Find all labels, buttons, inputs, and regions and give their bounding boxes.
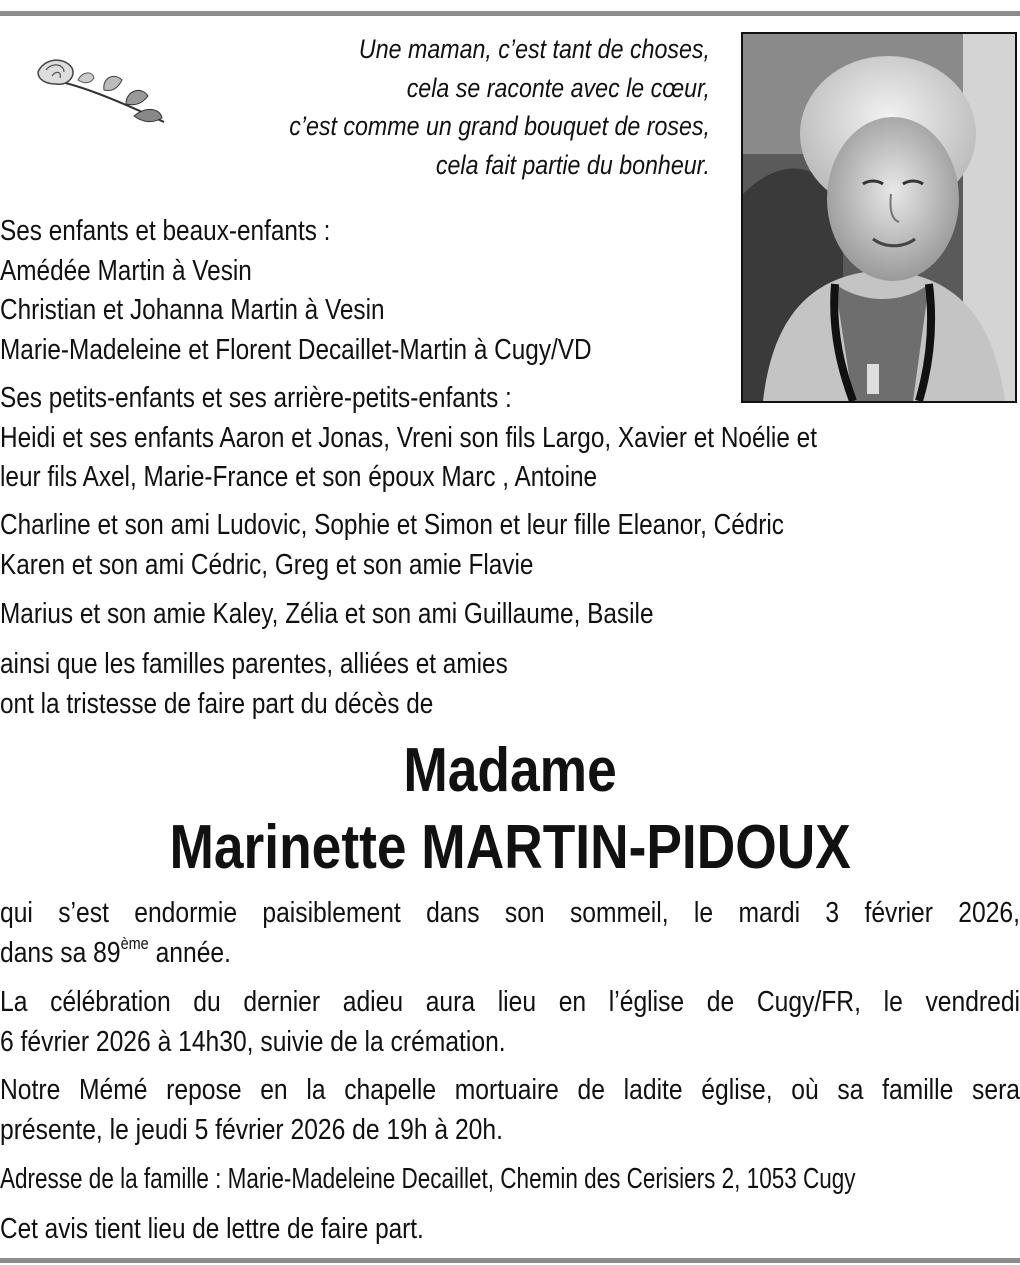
ceremony <box>0 983 1020 1062</box>
poem <box>228 30 710 184</box>
rose-icon <box>34 50 169 130</box>
deceased-name: Marinette MARTIN-PIDOUX <box>169 813 851 882</box>
family-block-3 <box>0 595 653 635</box>
announcement <box>0 645 508 724</box>
family-line: Marie-Madeleine et Florent Decaillet-Martin à Cugy/VD <box>0 333 592 366</box>
closing-note: Cet avis tient lieu de lettre de faire part. <box>0 1213 424 1245</box>
family-block-2 <box>0 506 784 585</box>
poem-line: cela se raconte avec le cœur, <box>406 72 710 103</box>
family-line: Amédée Martin à Vesin <box>0 254 252 287</box>
announcement-line: ainsi que les familles parentes, alliées et amies <box>0 648 508 680</box>
grandchildren-block <box>0 379 817 498</box>
bottom-rule <box>0 1258 1020 1263</box>
family-line: Karen et son ami Cédric, Greg et son amie Flavie <box>0 548 534 581</box>
announcement-line: ont la tristesse de faire part du décès de <box>0 687 434 720</box>
viewing <box>0 1071 1020 1150</box>
portrait-photo <box>741 32 1017 403</box>
death-notice-line: qui s’est endormie paisiblement dans son sommeil, le mardi 3 février 2026, <box>0 897 1020 929</box>
children-block <box>0 212 592 370</box>
viewing-line: Notre Mémé repose en la chapelle mortuaire de ladite église, où sa famille sera <box>0 1074 1020 1106</box>
poem-line: cela fait partie du bonheur. <box>435 149 710 180</box>
poem-line: c’est comme un grand bouquet de roses, <box>289 111 710 141</box>
grandchildren-heading: Ses petits-enfants et ses arrière-petits-enfants : <box>0 382 512 414</box>
children-heading: Ses enfants et beaux-enfants : <box>0 215 331 247</box>
death-notice-line: dans sa 89ème année. <box>0 933 231 969</box>
poem-line: Une maman, c’est tant de choses, <box>358 34 710 64</box>
family-line: Charline et son ami Ludovic, Sophie et Simon et leur fille Eleanor, Cédric <box>0 509 784 541</box>
family-line: Marius et son amie Kaley, Zélia et son ami Guillaume, Basile <box>0 598 654 630</box>
family-line: Christian et Johanna Martin à Vesin <box>0 294 385 326</box>
family-line: leur fils Axel, Marie-France et son époux Marc , Antoine <box>0 461 598 493</box>
viewing-line: présente, le jeudi 5 février 2026 de 19h à 20h. <box>0 1113 503 1146</box>
deceased-honorific: Madame <box>403 736 617 805</box>
family-line: Heidi et ses enfants Aaron et Jonas, Vreni son fils Largo, Xavier et Noélie et <box>0 421 817 454</box>
death-notice <box>0 894 1020 973</box>
ceremony-line: La célébration du dernier adieu aura lieu en l’église de Cugy/FR, le vendredi <box>0 986 1020 1018</box>
top-rule <box>0 11 1020 16</box>
family-address: Adresse de la famille : Marie-Madeleine Decaillet, Chemin des Cerisiers 2, 1053 Cugy <box>0 1163 856 1195</box>
ceremony-line: 6 février 2026 à 14h30, suivie de la crémation. <box>0 1025 506 1058</box>
